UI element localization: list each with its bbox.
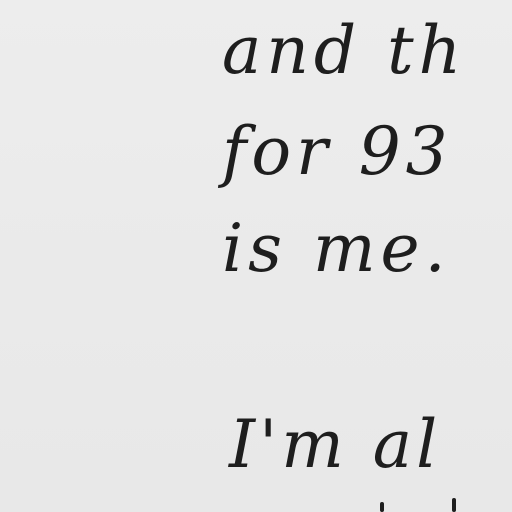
text-line-4: I'm al bbox=[229, 406, 442, 483]
cropped-next-line-fragment bbox=[380, 494, 512, 512]
text-line-2: for 93 bbox=[222, 113, 453, 190]
text-line-3: is me. bbox=[222, 210, 451, 287]
text-line-1: and th bbox=[222, 12, 467, 89]
